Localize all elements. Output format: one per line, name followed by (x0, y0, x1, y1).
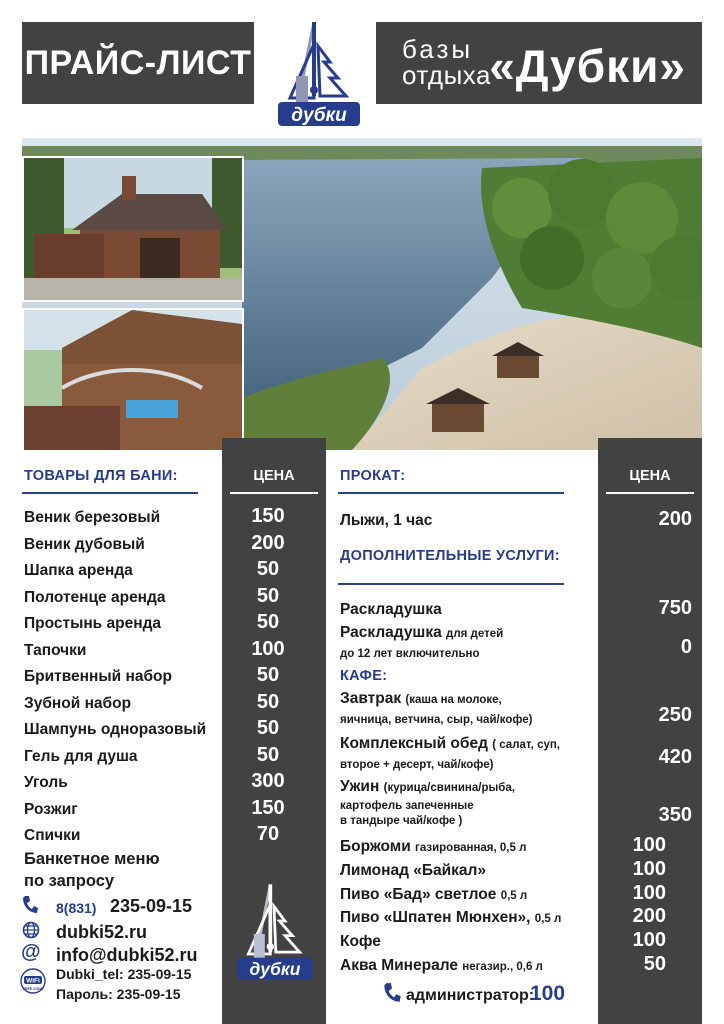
cafe-item-note2-text: яичница, ветчина, сыр, чай/кофе) (340, 714, 533, 726)
drink-name (340, 933, 381, 951)
cafe-item-title: Комплексный обед (340, 735, 488, 752)
drink-note: 0,5 л (500, 890, 528, 902)
cafe-item-note2 (340, 710, 532, 728)
bath-item-name: Тапочки (24, 642, 87, 659)
drink-title: Кофе (340, 933, 381, 950)
cafe-item-name (340, 778, 515, 796)
bath-item-price: 150 (251, 505, 285, 527)
admin-label: администратор: (406, 987, 535, 1004)
rental-price-rule (606, 492, 694, 494)
base-name: «Дубки» (489, 40, 686, 92)
base-line2: отдыха (402, 60, 491, 90)
bath-item-price: 50 (256, 585, 280, 607)
wifi-icon (20, 968, 46, 994)
cafe-item-title: Ужин (340, 778, 380, 795)
wifi-icon-label: WiFi (26, 977, 40, 985)
bath-heading-rule (22, 492, 198, 494)
drink-price: 200 (632, 905, 666, 927)
phone-number[interactable]: 235-09-15 (110, 896, 193, 916)
wifi-icon-sub: FREE ZONE (22, 987, 44, 991)
bath-item-name: Шапка аренда (24, 562, 133, 579)
bath-item-name: Веник березовый (24, 509, 161, 526)
cafe-item-note: ( салат, суп, (492, 739, 560, 751)
bath-item-name: Шампунь одноразовый (24, 721, 207, 738)
extra-heading: ДОПОЛНИТЕЛЬНЫЕ УСЛУГИ: (340, 548, 560, 564)
cafe-item-name (340, 735, 560, 753)
rental-heading: ПРОКАТ: (340, 468, 406, 484)
extra-item-price: 0 (680, 636, 692, 658)
bath-item-price: 70 (256, 823, 280, 845)
cafe-item-note: (курица/свинина/рыба, (383, 782, 515, 794)
bath-heading: ТОВАРЫ ДЛЯ БАНИ: (24, 468, 178, 484)
bath-item-price: 200 (251, 532, 285, 554)
drink-name (340, 862, 486, 880)
drink-note: 0,5 л (534, 913, 562, 925)
banquet-line1: Банкетное меню (24, 850, 160, 868)
cafe-item-note: (каша на молоке, (405, 694, 502, 706)
bath-item-name: Розжиг (24, 801, 78, 818)
drink-name (340, 957, 543, 975)
email-link[interactable]: info@dubki52.ru (56, 945, 198, 965)
drink-title: Пиво «Бад» светлое (340, 886, 497, 903)
rental-heading-rule (338, 492, 564, 494)
bath-item-name: Зубной набор (24, 695, 132, 712)
extra-item-note2 (340, 644, 480, 662)
extra-item-title: Раскладушка (340, 624, 442, 641)
cafe-item-price: 420 (658, 746, 692, 768)
rental-item-price: 200 (658, 508, 692, 530)
bath-item-price: 50 (256, 558, 280, 580)
bath-item-name: Простынь аренда (24, 615, 162, 632)
drink-price: 50 (643, 953, 666, 975)
bath-item-price: 150 (251, 797, 285, 819)
bath-item-name: Бритвенный набор (24, 668, 172, 685)
bath-item-name: Спички (24, 827, 81, 844)
rental-item-name: Лыжи, 1 час (340, 512, 433, 529)
drink-note: газированная, 0,5 л (415, 842, 527, 854)
base-subtitle (402, 36, 491, 88)
bath-item-price: 50 (256, 744, 280, 766)
drink-price: 100 (632, 834, 666, 856)
cafe-item-name (340, 690, 502, 708)
cafe-item-title: Завтрак (340, 690, 402, 707)
bath-item-price: 50 (256, 664, 280, 686)
drink-title: Аква Минерале (340, 957, 458, 974)
drink-title: Пиво «Шпатен Мюнхен», (340, 909, 531, 926)
phone-icon (383, 982, 401, 1004)
cafe-item-price: 350 (658, 804, 692, 826)
extra-item-name (340, 624, 503, 642)
drink-name (340, 838, 526, 856)
phone-icon (22, 895, 38, 915)
extra-heading-rule (338, 583, 564, 585)
base-name-box (376, 22, 702, 104)
bath-item-price: 100 (251, 638, 285, 660)
logo-wordmark: дубки (291, 105, 347, 126)
drink-title: Лимонад «Байкал» (340, 862, 487, 879)
photo-collage (22, 138, 702, 450)
cafe-item-note3-text: в тандыре чай/кофе ) (340, 815, 463, 827)
price-list-title: ПРАЙС-ЛИСТ (22, 22, 254, 104)
bath-item-name: Уголь (24, 774, 68, 791)
wifi-name: Dubki_tel: 235-09-15 (56, 966, 192, 982)
banquet-line2: по запросу (24, 872, 115, 890)
cafe-item-note2 (340, 755, 493, 773)
cafe-item-note3 (340, 811, 462, 829)
extra-item-name: Раскладушка (340, 601, 442, 618)
drink-price: 100 (632, 929, 666, 951)
drink-price: 100 (632, 858, 666, 880)
at-icon: @ (21, 941, 41, 963)
bath-item-name: Веник дубовый (24, 536, 145, 553)
drink-title: Боржоми (340, 838, 411, 855)
bath-item-price: 300 (251, 770, 285, 792)
globe-icon (22, 921, 40, 939)
base-line1: базы (402, 34, 474, 64)
drink-price: 100 (632, 882, 666, 904)
bath-item-name: Гель для душа (24, 748, 138, 765)
cafe-item-note2-text: второе + десерт, чай/кофе) (340, 759, 494, 771)
cafe-item-note2-text: картофель запеченные (340, 800, 474, 812)
website-link[interactable]: dubki52.ru (56, 922, 148, 942)
logo-wordmark: дубки (249, 959, 301, 980)
phone-prefix: 8(831) (56, 900, 97, 916)
rental-price-heading: ЦЕНА (629, 468, 671, 484)
drink-name (340, 909, 561, 927)
extra-item-price: 750 (658, 597, 692, 619)
drink-name (340, 886, 527, 904)
admin-number[interactable]: 100 (530, 982, 566, 1005)
cafe-item-price: 250 (658, 704, 692, 726)
bath-price-heading: ЦЕНА (253, 468, 295, 484)
bath-item-price: 50 (256, 611, 280, 633)
drink-note: негазир., 0,6 л (462, 961, 543, 973)
dubki-logo-bottom (230, 880, 318, 984)
bath-item-price: 50 (256, 717, 280, 739)
bath-item-name: Полотенце аренда (24, 589, 166, 606)
cafe-heading: КАФЕ: (340, 668, 388, 684)
wifi-password: Пароль: 235-09-15 (56, 986, 181, 1002)
dubki-logo (270, 18, 366, 130)
bath-price-rule (230, 492, 318, 494)
extra-item-note: для детей (446, 628, 504, 640)
bath-item-price: 50 (256, 691, 280, 713)
extra-item-note2-text: до 12 лет включительно (340, 648, 480, 660)
